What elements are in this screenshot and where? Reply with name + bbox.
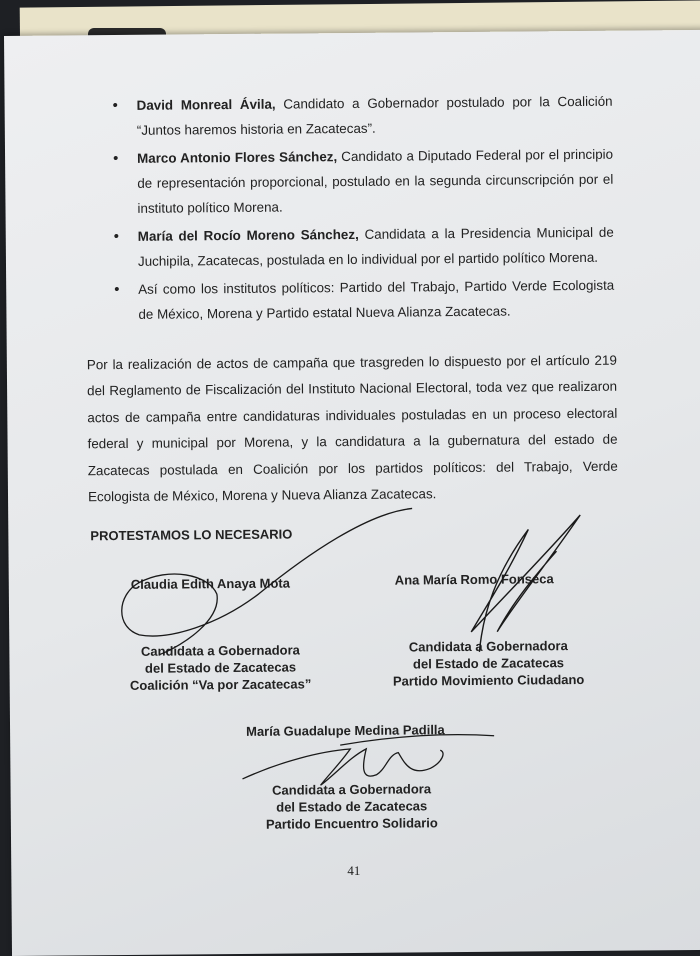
candidate-list [113,89,615,330]
candidate-description: Candidato a Diputado Federal por el principio de representación proporcional, postulado en la segunda circunscripción por el instituto político Morena. [137,146,614,216]
signatory-party: Coalición “Va por Zacatecas” [129,676,312,693]
signatory-role: Candidata a Gobernadora [408,638,568,655]
closing-statement: PROTESTAMOS LO NECESARIO [90,526,293,544]
body-paragraph: Por la realización de actos de campaña que trasgreden lo dispuesto por el artículo 219 del Reglamento de Fiscalización del Instituto Nacional Electoral, toda vez que realizaron actos de campaña entre candidaturas individuales postuladas en un proceso electoral federal y municipal por Morena, y la candidatura a la gubernatura del estado de Zacatecas postulada en Coalición por los partidos políticos: del Trabajo, Verde Ecologista de México, Morena y Nueva Alianza Zacatecas. [86,352,618,505]
signatory-name-romo: Ana María Romo Fonseca [394,571,554,588]
bullet-icon: • [112,150,119,168]
signatory-party: Partido Movimiento Ciudadano [392,671,585,689]
list-item [114,220,614,274]
signatory-name-medina: María Guadalupe Medina Padilla [246,722,445,739]
signatory-state: del Estado de Zacatecas [412,655,565,672]
candidate-name: David Monreal Ávila, [136,96,276,113]
document-page [4,30,700,956]
candidate-name: Marco Antonio Flores Sánchez, [137,149,338,166]
bullet-icon: • [114,281,120,299]
signatory-role: Candidata a Gobernadora [272,781,432,798]
list-item [113,142,614,221]
list-item [113,89,613,143]
bullet-icon: • [113,228,120,246]
signatory-name-anaya: Claudia Edith Anaya Mota [130,575,291,592]
signatory-party: Partido Encuentro Solidario [265,815,438,832]
candidate-description: Candidata a la Presidencia Municipal de Juchipila, Zacatecas, postulada en lo individual por el partido político Morena. [137,224,614,269]
candidate-name: María del Rocío Moreno Sánchez, [137,226,359,244]
list-item [114,273,614,327]
signatory-block-anaya [115,641,325,694]
signatory-state: del Estado de Zacatecas [276,798,428,815]
parties-description: Así como los institutos políticos: Partido del Trabajo, Partido Verde Ecologista de México, Morena y Partido estatal Nueva Alianza Zacatecas. [138,277,615,322]
signatory-role: Candidata a Gobernadora [140,642,300,659]
page-number: 41 [347,862,361,879]
signatory-block-romo [375,637,601,690]
bullet-icon: • [112,97,118,115]
signature-medina [242,734,494,786]
signatory-state: del Estado de Zacatecas [144,659,297,676]
candidate-description: Candidato a Gobernador postulado por la Coalición “Juntos haremos historia en Zacatecas”. [136,93,613,138]
signatory-block-medina [247,780,457,833]
